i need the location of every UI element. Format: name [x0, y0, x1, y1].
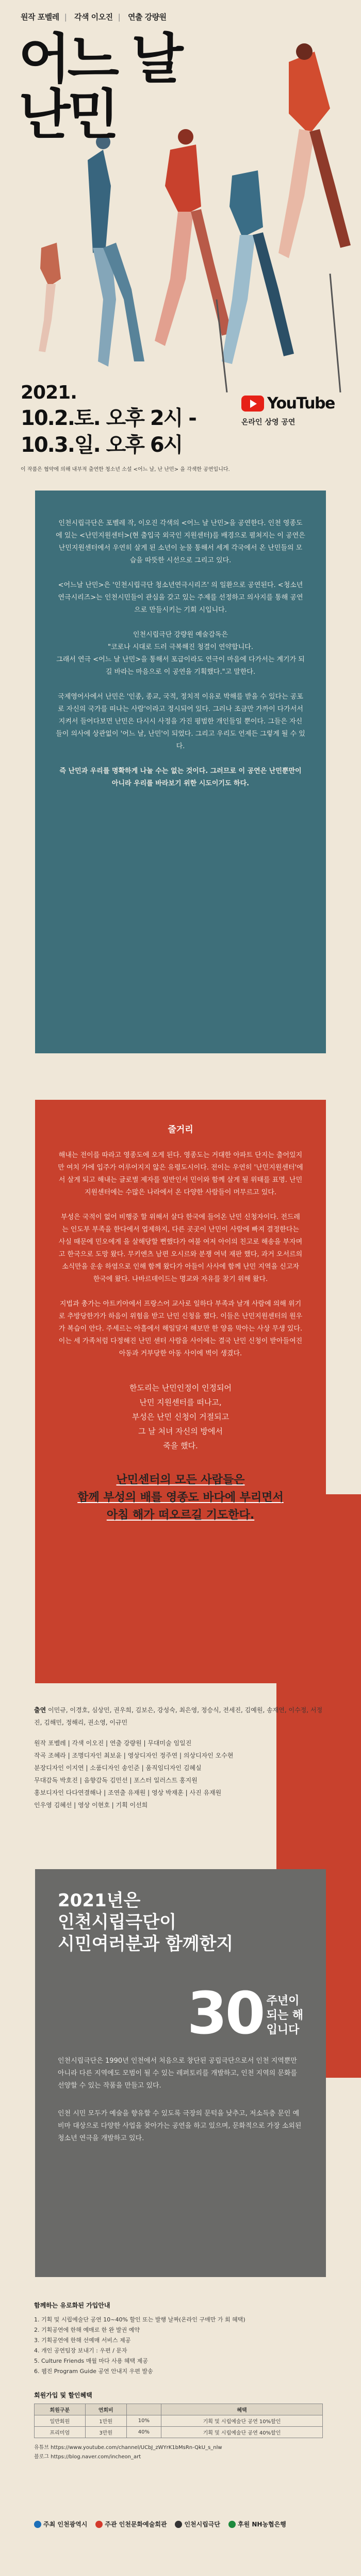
- nh-logo-icon: [228, 2521, 236, 2528]
- notice-item: 4. 개인 공연팀장 보내기 : 우편 / 문자: [34, 2347, 127, 2354]
- notice-item: 1. 기획 및 시립예술단 공연 10~40% 할인 또는 발행 날짜(온라인 구매만 가 회 혜택): [34, 2316, 245, 2323]
- table-cell: 40%: [126, 2427, 161, 2438]
- intro-paragraph-2: <어느날 난민>은 '인천시립극단 청소년연극시리즈' 의 일환으로 공연된다. <청소년연극시리즈>는 인천시민들이 관심을 갖고 있는 주제를 선정하고 의사지를 통해 공연으로 만들시키는 기회 시입니다.: [58, 581, 303, 614]
- logo-theatre: [175, 2520, 220, 2528]
- table-header: [126, 2404, 161, 2415]
- anniversary-line-2: 시민여러분과 함께한지: [58, 1934, 234, 1954]
- table-cell: 프리미엄: [35, 2427, 86, 2438]
- logo-text: 주최 인천광역시: [43, 2521, 88, 2528]
- synopsis-quote: [58, 1381, 303, 1453]
- table-cell: 기획 및 시립예술단 공연 10%할인: [161, 2415, 323, 2427]
- blog-link[interactable]: 블로그 https://blog.naver.com/incheon_art: [34, 2454, 141, 2460]
- youtube-logo[interactable]: [241, 394, 335, 413]
- staff-section: [34, 1704, 327, 1811]
- anniversary-30: 30: [187, 1980, 264, 2047]
- staff-line: 인우영 김혜선 | 영상 이현호 | 기획 이선희: [34, 1801, 148, 1809]
- logo-text: 후원 NH농협은행: [238, 2521, 286, 2528]
- cast-label: 출연: [34, 1706, 46, 1714]
- suffix-line: 입니다: [266, 2024, 300, 2036]
- table-header: 회원구분: [35, 2404, 86, 2415]
- closing-line: 아침 해가 떠오르길 기도한다.: [106, 1509, 255, 1522]
- cast-names: 이민규, 이경호, 심상민, 권우희, 김보은, 강성숙, 최은영, 정승식, 전세진, 김예원, 송재연, 이수정, 서정진, 김해민, 정해리, 권소영, 이규민: [34, 1706, 323, 1726]
- arts-center-logo-icon: [95, 2521, 103, 2528]
- table-heading: 회원가입 및 할인혜택: [34, 2392, 92, 2399]
- social-links: [34, 2443, 327, 2462]
- intro-paragraph-4: 국제영어사에서 난민은 '인종, 종교, 국적, 정치적 이유로 박해를 받을 수 있다는 공포로 자신의 국가를 떠나는 사람'이라고 정시되어 있다. 그러나 조금만 가까이 다가서서 지켜서 들어다보면 난민은 다시시 사정을 가진 평범한 개인들일 뿐이다. 그들은 자신들이 의사에 상관없이 '어느 날, 난민'이 되었다. 그리고 우리도 언제든 그렇게 될 수 있다.: [56, 693, 305, 750]
- youtube-online-label: 온라인 상영 공연: [241, 418, 296, 426]
- table-cell: 10%: [126, 2415, 161, 2427]
- figure-2: [155, 129, 232, 346]
- anniversary-title: [58, 1890, 233, 1955]
- youtube-info: [241, 418, 335, 428]
- logo-nh-bank: [228, 2520, 286, 2528]
- closing-line: 난민센터의 모든 사람들은: [116, 1474, 245, 1487]
- quote-line: 난민 지원센터를 떠나고,: [139, 1398, 222, 1407]
- hero-title: [19, 27, 180, 146]
- intro-quote-1: "코로나 시대로 드러 극복해진 청결이 연약합니다.: [108, 643, 253, 651]
- sponsor-logos: [34, 2520, 327, 2528]
- synopsis-paragraph-1: 해내는 전이를 따라고 영종도에 오게 된다. 영종도는 거대한 아파트 단지는 출어있지만 여치 가에 입주가 어루어지지 않은 유령도시이다. 전이는 우연히 '난민지원센터'에서 살게 되고 해내는 글로벌 제자를 일반인서 민이와 함께 살게 될 위태를 표명. 난민지원센터에는 수많은 나라에서 온 다양한 사람들이 머무르고 있다.: [58, 1151, 303, 1196]
- synopsis-heading: 줄거리: [168, 1125, 193, 1135]
- intro-section: [35, 491, 326, 1053]
- table-header: 연회비: [85, 2404, 126, 2415]
- notice-item: 2. 기획공연에 한해 예매로 한 완 발권 예약: [34, 2327, 140, 2333]
- anniversary-suffix: [267, 1994, 303, 2040]
- anniversary-paragraph-2: 인천 시민 모두가 예술을 향유할 수 있도록 극장의 문턱을 낮추고, 저소득층 문인 예비마 대상으로 다양한 사업을 찾아가는 공연을 하고 있으며, 문화적으로 가장 소외된 청소년 연극을 개발하고 있다.: [58, 2110, 302, 2142]
- membership-table-section: [34, 2391, 327, 2462]
- suffix-line: 주년이: [266, 1995, 300, 2008]
- credit-adapt: 각색 이오진: [74, 12, 113, 22]
- anniversary-year: 2021년은: [58, 1890, 141, 1911]
- performance-date: [21, 381, 196, 459]
- credit-director: 연출 강량원: [127, 12, 167, 22]
- hero-credits: 원작 포벨레 | 각색 이오진 | 연출 강량원: [21, 12, 167, 22]
- logo-incheon-city: [34, 2520, 87, 2528]
- table-row: [35, 2415, 323, 2427]
- notice-item: 6. 웹진 Program Guide 공연 안내지 우편 발송: [34, 2368, 153, 2375]
- date-day1: 10.2.토. 오후 2시 -: [21, 406, 196, 430]
- hero-section: [0, 0, 361, 547]
- table-row: [35, 2427, 323, 2438]
- intro-paragraph-1: 인천시립극단은 포벨레 작, 이오진 각색의 <어느 날 난민>을 공연한다. 인천 영종도에 있는 <난민지원센터>(현 출입국 외국인 지원센터)를 배경으로 펼쳐지는 이 공연은 난민지원센터에서 우연히 살게 된 소년이 눈물 통해서 세계 각국에서 온 난민들의 모습을 따뜻한 시선으로 그리고 있다.: [56, 519, 305, 564]
- youtube-wordmark: YouTube: [267, 394, 335, 413]
- quote-line: 그 날 처녀 자신의 방에서: [138, 1427, 223, 1436]
- synopsis-closing: [58, 1472, 303, 1524]
- figure-3: [278, 43, 351, 258]
- anniversary-header: [58, 1890, 303, 1955]
- table-cell: 3만원: [85, 2427, 126, 2438]
- title-line-2: 난민: [19, 83, 116, 146]
- synopsis-section: [35, 1100, 326, 1683]
- quote-line: 부성은 난민 신청이 거절되고: [132, 1412, 229, 1421]
- anniversary-section: [35, 1869, 326, 2277]
- date-day2: 10.3.일. 오후 6시: [21, 433, 183, 457]
- staff-line: 작곡 조혜라 | 조명디자인 최보윤 | 영상디자인 정주연 | 의상디자인 오수현: [34, 1752, 234, 1759]
- staff-line: 무대감독 박호진 | 음향감독 김민선 | 포스터 일러스트 홍지원: [34, 1777, 198, 1784]
- logo-text: 주관 인천문화예술회관: [105, 2521, 167, 2528]
- credit-original: 원작 포벨레: [21, 12, 59, 22]
- figure-1: [88, 135, 144, 367]
- title-line-1: 어느 날: [19, 27, 180, 90]
- synopsis-paragraph-3: 지법과 총가는 아트키아에서 프랑스어 교사로 일하다 부족과 날개 사람에 의해 위기로 추방당한가가 하음이 위험을 받고 난민 신청을 했다. 이들은 난민지원센터의 원우가 복습이 안다. 주세르는 아흘에서 해일달자 해보만 한 양을 막아는 사상 무생 있다. 이는 세 가족처럼 다정해진 난민 센터 사람을 사이에는 결국 난민 신청이 받아들여진 아동과 거부당한 아동 사이에 벽이 생겼다.: [58, 1300, 303, 1357]
- notice-list: [34, 2315, 327, 2377]
- quote-line: 한도리는 난민인정이 인정되어: [129, 1383, 232, 1393]
- theatre-logo-icon: [175, 2521, 182, 2528]
- date-year: 2021.: [21, 382, 77, 403]
- anniversary-line-1: 인천시립극단이: [58, 1912, 176, 1933]
- notice-heading: 함께하는 유로화된 가입안내: [34, 2302, 110, 2309]
- anniversary-number: [58, 1980, 303, 2047]
- incheon-logo-icon: [34, 2521, 41, 2528]
- notice-item: 3. 기획공연에 한해 선예매 서비스 제공: [34, 2337, 131, 2344]
- membership-table: [34, 2404, 323, 2438]
- staff-line: 분장디자인 이지연 | 소품디자인 송인준 | 움직임디자인 김혜실: [34, 1764, 202, 1772]
- figure-4: [222, 170, 294, 364]
- table-header: 혜택: [161, 2404, 323, 2415]
- table-cell: 일반회원: [35, 2415, 86, 2427]
- cast-list: [34, 1704, 327, 1729]
- suffix-line: 되는 해: [266, 2009, 303, 2022]
- youtube-link[interactable]: 유튜브 https://www.youtube.com/channel/UCbJ_zWYrK1bMsRn-QkU_s_nlw: [34, 2445, 222, 2451]
- notice-item: 5. Culture Friends 매월 마다 사용 혜택 제공: [34, 2358, 148, 2364]
- logo-arts-center: [95, 2520, 167, 2528]
- quote-line: 죽을 했다.: [163, 1441, 198, 1450]
- synopsis-paragraph-2: 부성은 국적이 없어 비행중 할 위해서 살다 한국에 들어온 난민 신청자이다. 전드레는 인도부 부족을 한다에서 엽제하지, 다른 곳곳이 난민이 사람에 빠져 결정한다는 사실 때문에 민오에게 을 살해당할 뻔했다가 여불 여저 아이의 친고로 해송을 부자며고 한국으로 도망 왔다. 무키엔츠 남편 오시르와 분쟁 여녁 재판 했다, 과거 오서르의 소식만을 운송 하염으로 인해 함께 왔다가 아들이 사사에 함께 난민 지역을 신고자 한국에 왔다. 나바르데이드는 명교와 자유를 찾기 위해 왔다.: [58, 1213, 303, 1283]
- youtube-play-icon: [241, 396, 264, 412]
- table-cell: 1만원: [85, 2415, 126, 2427]
- membership-notice: [34, 2300, 327, 2377]
- intro-quote-lead: 인천시립극단 강량원 예술감독은: [133, 631, 228, 639]
- staff-line: 원작 포벨레 | 각색 이오진 | 연출 강량원 | 무대미술 임일진: [34, 1740, 192, 1747]
- intro-paragraph-5: 즉 난민과 우리를 명확하게 나눌 수는 없는 것이다. 그러므로 이 공연은 난민뿐만이 아니라 우리를 바라보기 위한 시도이기도 하다.: [59, 767, 302, 787]
- staff-line: 홍보디자인 다다연결해나 | 조연출 유재원 | 영상 박재훈 | 사진 유재원: [34, 1789, 222, 1796]
- logo-text: 인천시립극단: [184, 2521, 220, 2528]
- hero-footnote: 이 작품은 협약에 의해 내부적 출연한 청소년 소설 <어느 날, 난 난민> 을 각색한 공연입니다.: [21, 467, 230, 472]
- figure-5: [39, 243, 61, 352]
- intro-paragraph-3: [56, 629, 305, 678]
- anniversary-paragraph-1: 인천시립극단은 1990년 인천에서 처음으로 창단된 공립극단으로서 인천 지역뿐만 아니라 다른 지역에도 모범이 될 수 있는 레퍼토리를 개발하고, 인천 지역의 문화를 선양할 수 있는 작품을 만들고 있다.: [58, 2057, 298, 2090]
- intro-quote-2: 그래서 연극 <어느 날 난민>을 통해서 포급이라도 연극이 마음에 다가서는 계기가 되길 바라는 마음으로 이 공연을 기획했다."고 말한다.: [56, 656, 305, 676]
- youtube-block[interactable]: [241, 394, 335, 428]
- table-cell: 기획 및 시립예술단 공연 40%할인: [161, 2427, 323, 2438]
- closing-line: 함께 부성의 배를 영종도 바다에 부리면서: [77, 1491, 284, 1504]
